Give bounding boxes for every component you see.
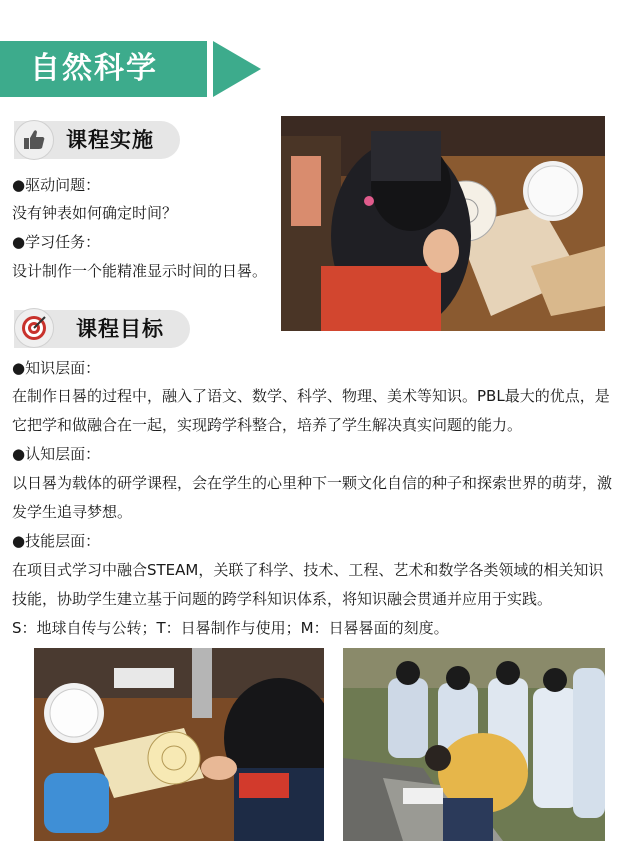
title-banner — [0, 41, 207, 97]
photo-students-outdoor — [343, 648, 605, 841]
skill-text-line2: 技能，协助学生建立基于问题的跨学科知识体系，将知识融会贯通并应用于实践。 — [12, 590, 553, 608]
smt-summary-text: S：地球自传与公转；T：日晷制作与使用；M：日晷晷面的刻度。 — [12, 619, 449, 637]
knowledge-text-line2: 它把学和做融合在一起，实现跨学科整合，培养了学生解决真实问题的能力。 — [12, 416, 523, 434]
cognitive-text-line1: 以日晷为载体的研学课程，会在学生的心里种下一颗文化自信的种子和探索世界的萌芽，激 — [12, 474, 613, 492]
photo-student-drawing — [34, 648, 324, 841]
skill-text-line1: 在项目式学习中融合STEAM，关联了科学、技术、工程、艺术和数学各类领域的相关知识 — [12, 561, 604, 579]
learning-task-text: 设计制作一个能精准显示时间的日晷。 — [12, 262, 268, 280]
knowledge-text-line1: 在制作日晷的过程中，融入了语文、数学、科学、物理、美术等知识。PBL最大的优点，是 — [12, 387, 610, 405]
section-title-goals: 课程目标 — [76, 317, 164, 341]
cognitive-text-line2: 发学生追寻梦想。 — [12, 503, 133, 521]
thumbs-up-icon — [14, 120, 54, 160]
knowledge-label: ●知识层面： — [12, 359, 101, 377]
skill-label: ●技能层面： — [12, 532, 101, 550]
banner-arrow-icon — [213, 41, 261, 97]
photo-student-sundial — [281, 116, 605, 331]
driving-question-label: ●驱动问题： — [12, 176, 101, 194]
page-title: 自然科学 — [30, 51, 158, 86]
learning-task-label: ●学习任务： — [12, 233, 101, 251]
cognitive-label: ●认知层面： — [12, 445, 101, 463]
section-title-implementation: 课程实施 — [66, 128, 154, 152]
driving-question-text: 没有钟表如何确定时间？ — [12, 204, 178, 222]
target-icon — [14, 308, 54, 348]
